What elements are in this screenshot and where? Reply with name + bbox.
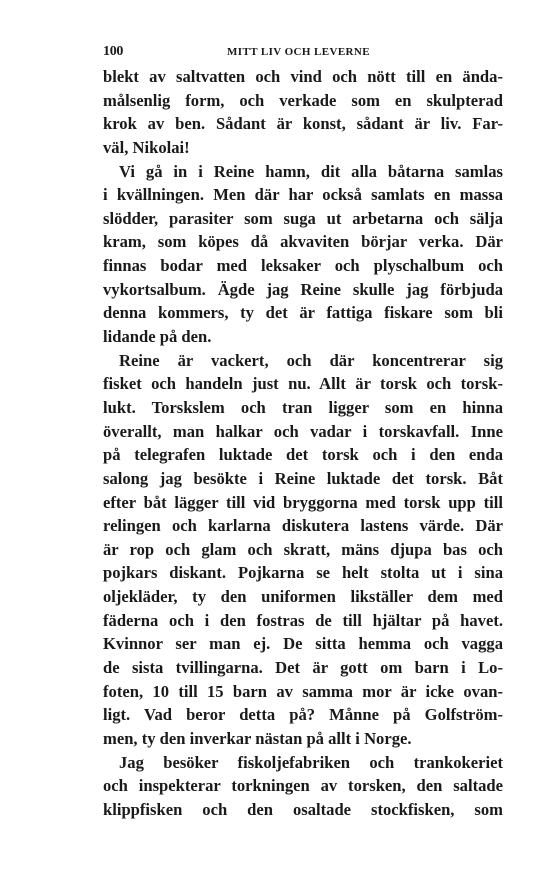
text-line: blekt av saltvatten och vind och nött till en ända- xyxy=(103,67,503,86)
page-number: 100 xyxy=(103,44,124,59)
text-line: fäderna och i den fostras de till hjältar på havet. xyxy=(103,610,503,630)
text-line: på telegrafen luktade det torsk och i den enda xyxy=(103,445,503,465)
text-line: oljekläder, ty den uniformen likställer dem med xyxy=(103,587,503,607)
text-line: krok av ben. Sådant är konst, sådant är liv. Far- xyxy=(103,114,503,134)
text-line: målsenlig form, och verkade som en skulpterad xyxy=(103,90,503,110)
text-line: men, ty den inverkar nästan på allt i Norge. xyxy=(103,728,412,748)
text-line: Reine är vackert, och där koncentrerar sig xyxy=(119,350,503,370)
text-line: pojkars diskant. Pojkarna se helt stolta ut i sina xyxy=(103,563,503,583)
text-line: salong jag besökte i Reine luktade det torsk. Båt xyxy=(103,468,503,488)
text-line: vykortsalbum. Ägde jag Reine skulle jag förbjuda xyxy=(103,279,503,299)
text-line: är rop och glam och skratt, mäns djupa bas och xyxy=(103,539,503,559)
text-line: och inspekterar torkningen av torsken, den saltade xyxy=(103,776,503,796)
text-line: finnas bodar med leksaker och plyschalbum och xyxy=(103,256,503,276)
text-line: Jag besöker fiskoljefabriken och trankokeriet xyxy=(119,752,503,772)
text-line: efter båt lägger till vid bryggorna med torsk upp till xyxy=(103,492,503,512)
page-header xyxy=(103,44,503,64)
text-line: väl, Nikolai! xyxy=(103,137,190,157)
body-text xyxy=(103,65,503,822)
running-head: MITT LIV OCH LEVERNE xyxy=(227,46,370,58)
text-line: relingen och karlarna diskutera lastens värde. Där xyxy=(103,516,503,536)
text-line: Vi gå in i Reine hamn, dit alla båtarna samlas xyxy=(119,161,503,181)
text-line: lidande på den. xyxy=(103,327,212,347)
text-line: slödder, parasiter som suga ut arbetarna och sälja xyxy=(103,208,503,228)
text-line: de sista tvillingarna. Det är gott om barn i Lo- xyxy=(103,658,503,678)
text-line: kram, som köpes då akvaviten börjar verka. Där xyxy=(103,232,503,252)
text-line: denna kommers, ty det är fattiga fiskare som bli xyxy=(103,303,503,323)
text-line: lukt. Torskslem och tran ligger som en hinna xyxy=(103,397,503,417)
text-line: klippfisken och den osaltade stockfisken, som xyxy=(103,799,503,819)
text-line: överallt, man halkar och vadar i torskavfall. Inne xyxy=(103,421,503,441)
text-line: i kvällningen. Men där har också samlats en massa xyxy=(103,185,503,205)
text-line: fisket och handeln just nu. Allt är torsk och torsk- xyxy=(103,374,503,394)
text-line: Kvinnor ser man ej. De sitta hemma och vagga xyxy=(103,634,503,654)
text-line: ligt. Vad beror detta på? Månne på Golfström- xyxy=(103,705,503,725)
text-line: foten, 10 till 15 barn av samma mor är icke ovan- xyxy=(103,681,503,701)
